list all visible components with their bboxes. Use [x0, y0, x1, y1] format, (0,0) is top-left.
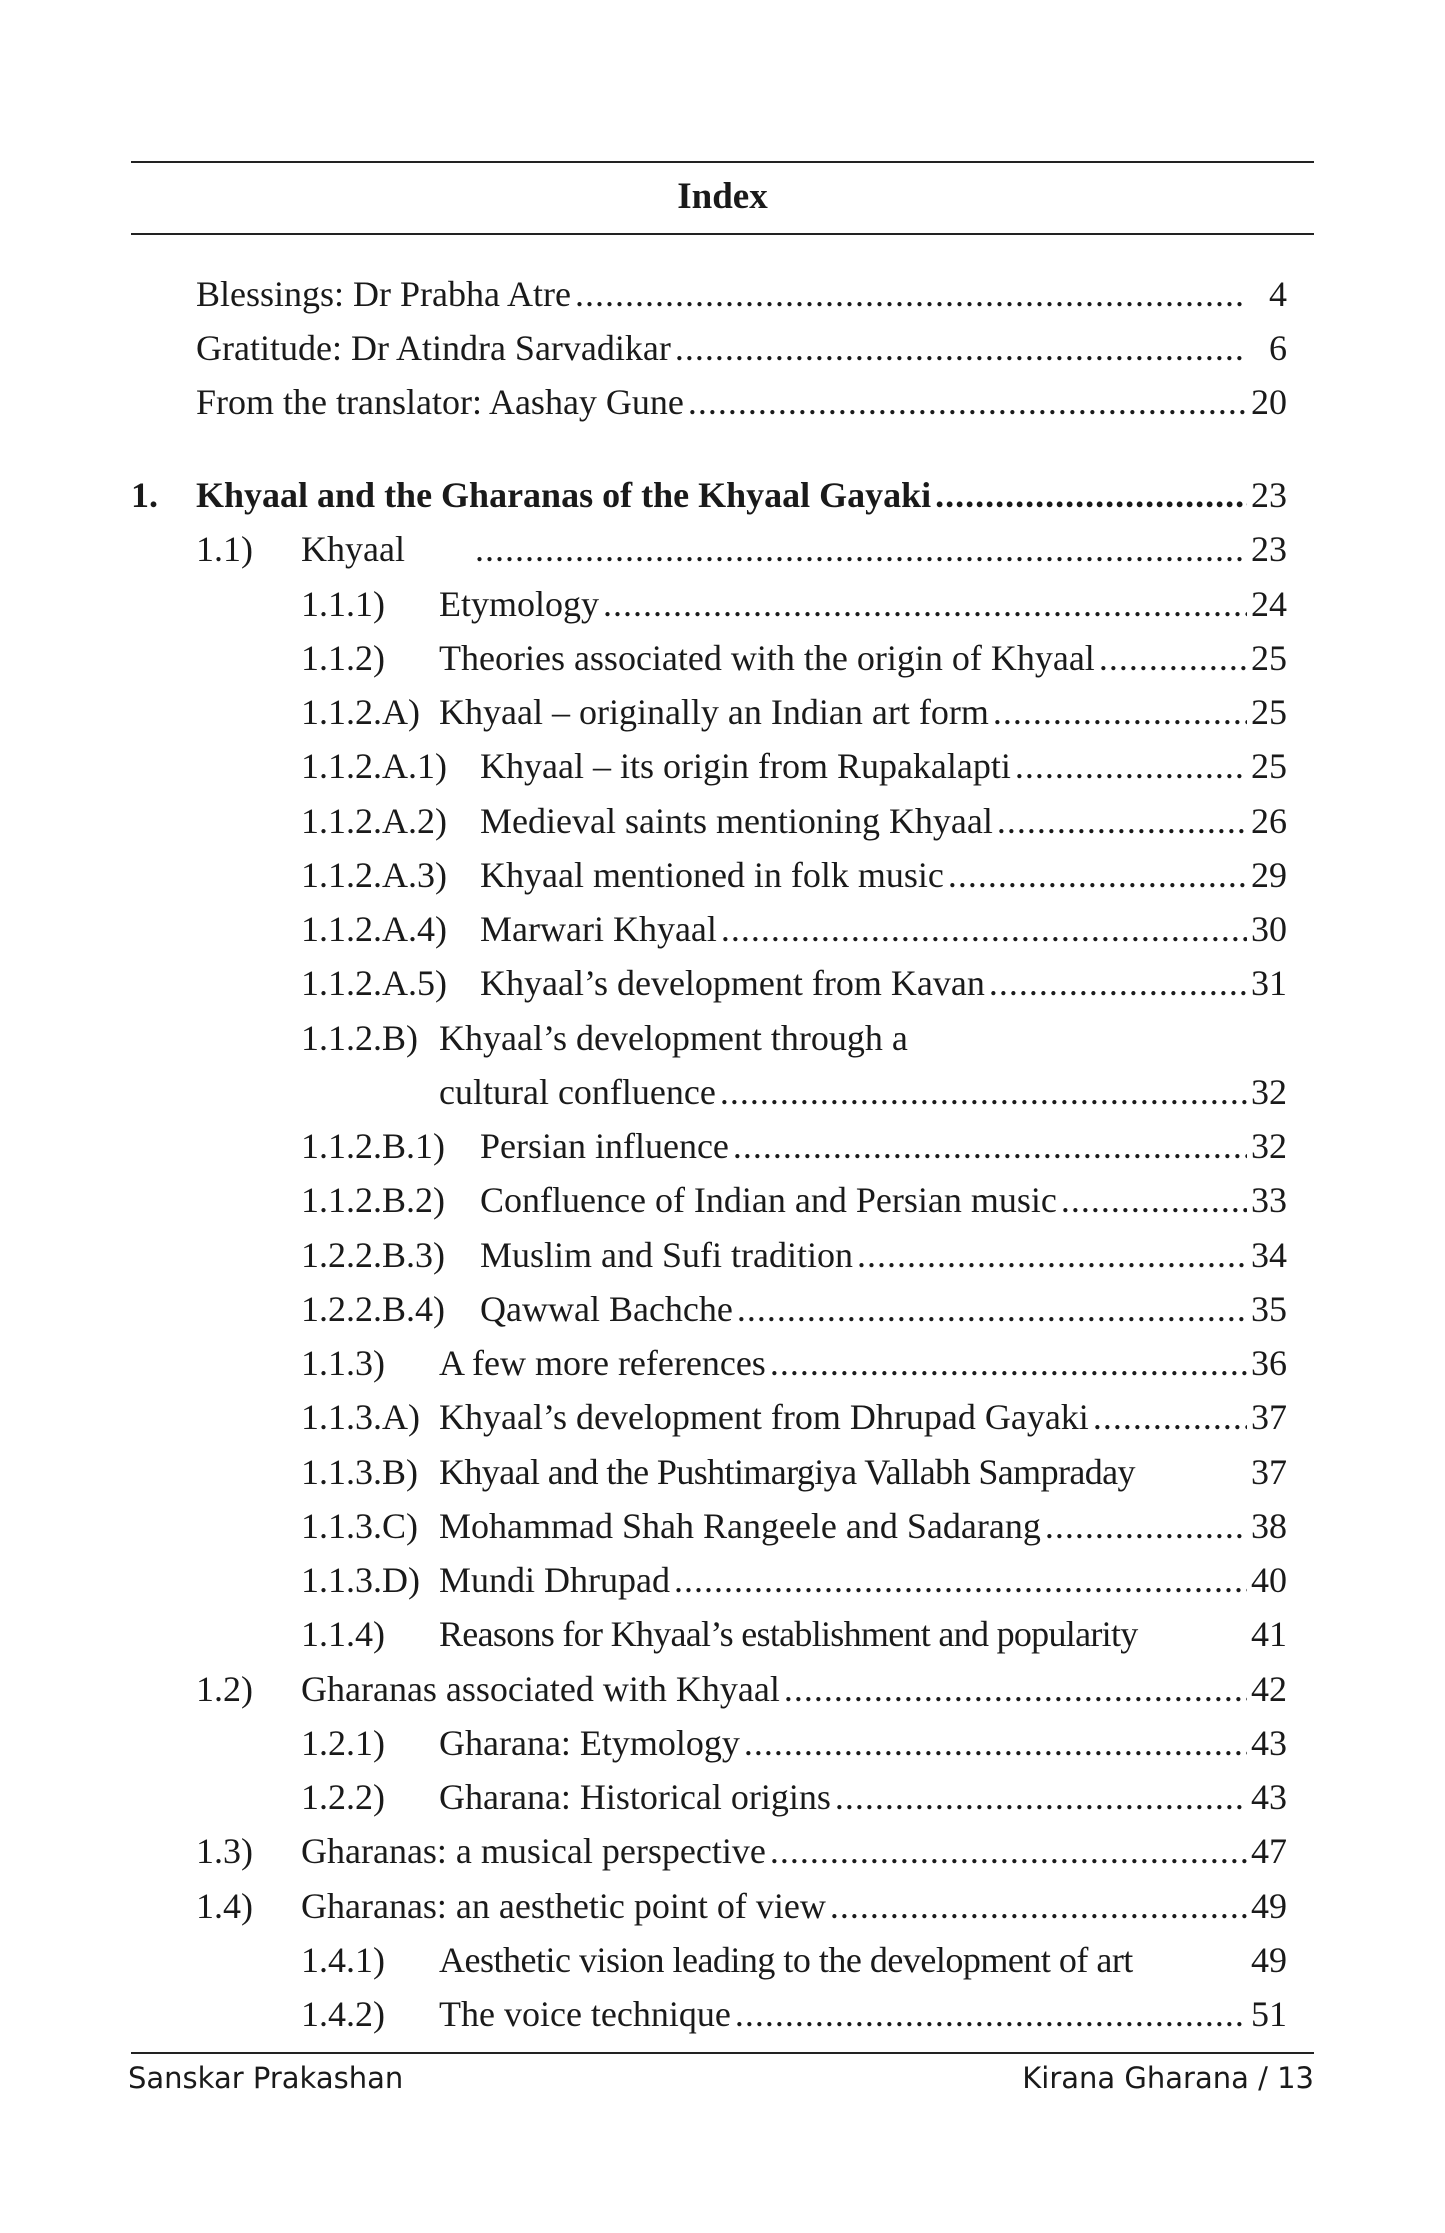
footer-publisher: Sanskar Prakashan — [128, 2061, 404, 2095]
toc-entry: 1.1) Khyaal ..... 23 — [0, 522, 1445, 576]
toc-entry: 1.1.4) Reasons for Khyaal’s establishment and popularity 41 — [0, 1607, 1445, 1661]
section-number: 1.1) — [196, 529, 253, 569]
section-number: 1.2) — [196, 1669, 253, 1709]
section-number: 1.1.1) — [301, 584, 385, 624]
page-number: 6 — [1269, 328, 1287, 368]
page-number: 26 — [1251, 801, 1287, 841]
toc-entry: 1.1.2.A) Khyaal – originally an Indian art form ..... 25 — [0, 685, 1445, 739]
page-number: 25 — [1251, 692, 1287, 732]
toc-entry: 1.1.1) Etymology ..... 24 — [0, 577, 1445, 631]
page-number: 40 — [1251, 1560, 1287, 1600]
section-number: 1.1.2.A.5) — [301, 963, 447, 1003]
page-number: 29 — [1251, 855, 1287, 895]
toc-entry: 1.1.2.A.1) Khyaal – its origin from Rupakalapti ..... 25 — [0, 739, 1445, 793]
section-number: 1.1.3.C) — [301, 1506, 418, 1546]
page-number: 31 — [1251, 963, 1287, 1003]
toc-entry: From the translator: Aashay Gune ..... 20 — [0, 375, 1445, 429]
page-number: 42 — [1251, 1669, 1287, 1709]
toc-entry: Blessings: Dr Prabha Atre ..... 4 — [0, 267, 1445, 321]
toc-entry: Gratitude: Dr Atindra Sarvadikar ..... 6 — [0, 321, 1445, 375]
page-number: 36 — [1251, 1343, 1287, 1383]
heading-rule — [131, 233, 1314, 235]
page-number: 4 — [1269, 274, 1287, 314]
page-number: 38 — [1251, 1506, 1287, 1546]
toc-entry: 1.2.2.B.4) Qawwal Bachche ..... 35 — [0, 1282, 1445, 1336]
toc-entry: 1.4.1) Aesthetic vision leading to the development of art 49 — [0, 1933, 1445, 1987]
top-rule — [131, 161, 1314, 163]
section-number: 1.1.3.B) — [301, 1452, 418, 1492]
chapter-number: 1. — [131, 475, 158, 515]
section-number: 1.2.2.B.4) — [301, 1289, 445, 1329]
section-number: 1.1.3.A) — [301, 1397, 420, 1437]
toc-entry: 1.1.3.B) Khyaal and the Pushtimargiya Vallabh Sampraday 37 — [0, 1445, 1445, 1499]
page-number: 32 — [1251, 1126, 1287, 1166]
toc-entry: 1.1.2.A.3) Khyaal mentioned in folk music ..... 29 — [0, 848, 1445, 902]
section-number: 1.4.1) — [301, 1940, 385, 1980]
toc-chapter: 1. Khyaal and the Gharanas of the Khyaal Gayaki ..... 23 — [0, 468, 1445, 522]
page-number: 43 — [1251, 1777, 1287, 1817]
toc-entry: 1.1.2.B.1) Persian influence ..... 32 — [0, 1119, 1445, 1173]
page-number: 30 — [1251, 909, 1287, 949]
page-number: 43 — [1251, 1723, 1287, 1763]
toc-entry: 1.1.2.A.2) Medieval saints mentioning Khyaal ..... 26 — [0, 794, 1445, 848]
page-number: 34 — [1251, 1235, 1287, 1275]
page-number: 49 — [1251, 1886, 1287, 1926]
section-number: 1.1.2.B) — [301, 1018, 418, 1058]
page-number: 37 — [1251, 1397, 1287, 1437]
section-number: 1.1.2.A.4) — [301, 909, 447, 949]
toc-entry: 1.4.2) The voice technique ..... 51 — [0, 1987, 1445, 2041]
section-number: 1.3) — [196, 1831, 253, 1871]
toc-entry: 1.3) Gharanas: a musical perspective ..... 47 — [0, 1824, 1445, 1878]
toc-entry: 1.1.3.C) Mohammad Shah Rangeele and Sadarang ..... 38 — [0, 1499, 1445, 1553]
footer-rule — [131, 2052, 1314, 2054]
page-number: 41 — [1251, 1614, 1287, 1654]
section-number: 1.1.3) — [301, 1343, 385, 1383]
page-number: 51 — [1251, 1994, 1287, 2034]
section-number: 1.4) — [196, 1886, 253, 1926]
section-number: 1.1.2.B.2) — [301, 1180, 445, 1220]
toc-entry: 1.1.2.A.5) Khyaal’s development from Kavan ..... 31 — [0, 956, 1445, 1010]
page-number: 33 — [1251, 1180, 1287, 1220]
section-number: 1.1.2) — [301, 638, 385, 678]
toc-entry: 1.4) Gharanas: an aesthetic point of view ..... 49 — [0, 1879, 1445, 1933]
section-number: 1.1.2.B.1) — [301, 1126, 445, 1166]
section-number: 1.2.1) — [301, 1723, 385, 1763]
section-number: 1.1.2.A.2) — [301, 801, 447, 841]
toc-entry: 1.2.1) Gharana: Etymology ..... 43 — [0, 1716, 1445, 1770]
toc-entry: 1.1.2.B.2) Confluence of Indian and Persian music ..... 33 — [0, 1173, 1445, 1227]
toc-entry: 1.1.2.A.4) Marwari Khyaal ..... 30 — [0, 902, 1445, 956]
section-number: 1.1.2.A) — [301, 692, 420, 732]
toc-entry: 1.1.3.A) Khyaal’s development from Dhrupad Gayaki ..... 37 — [0, 1390, 1445, 1444]
page-number: 24 — [1251, 584, 1287, 624]
section-number: 1.2.2) — [301, 1777, 385, 1817]
page-number: 35 — [1251, 1289, 1287, 1329]
toc-entry: 1.1.3.D) Mundi Dhrupad ..... 40 — [0, 1553, 1445, 1607]
section-number: 1.1.2.A.1) — [301, 746, 447, 786]
section-number: 1.4.2) — [301, 1994, 385, 2034]
toc-entry: 1.2.2) Gharana: Historical origins ..... 43 — [0, 1770, 1445, 1824]
page-number: 49 — [1251, 1940, 1287, 1980]
page-number: 47 — [1251, 1831, 1287, 1871]
page-number: 23 — [1251, 529, 1287, 569]
footer-page-label: Kirana Gharana / 13 — [1022, 2061, 1314, 2095]
page-number: 32 — [1251, 1072, 1287, 1112]
toc-entry-continuation: cultural confluence ..... 32 — [0, 1065, 1445, 1119]
section-number: 1.1.4) — [301, 1614, 385, 1654]
toc-entry: 1.2.2.B.3) Muslim and Sufi tradition ..... 34 — [0, 1228, 1445, 1282]
page-number: 20 — [1251, 382, 1287, 422]
page-number: 23 — [1251, 475, 1287, 515]
toc-entry: 1.1.2.B) Khyaal’s development through a — [0, 1011, 1445, 1065]
section-number: 1.2.2.B.3) — [301, 1235, 445, 1275]
page-number: 37 — [1251, 1452, 1287, 1492]
section-number: 1.1.3.D) — [301, 1560, 420, 1600]
page-number: 25 — [1251, 638, 1287, 678]
page-number: 25 — [1251, 746, 1287, 786]
section-number: 1.1.2.A.3) — [301, 855, 447, 895]
toc-entry: 1.1.2) Theories associated with the origin of Khyaal ..... 25 — [0, 631, 1445, 685]
toc-entry: 1.1.3) A few more references ..... 36 — [0, 1336, 1445, 1390]
toc-entry: 1.2) Gharanas associated with Khyaal ..... 42 — [0, 1662, 1445, 1716]
page-title: Index — [677, 176, 768, 217]
